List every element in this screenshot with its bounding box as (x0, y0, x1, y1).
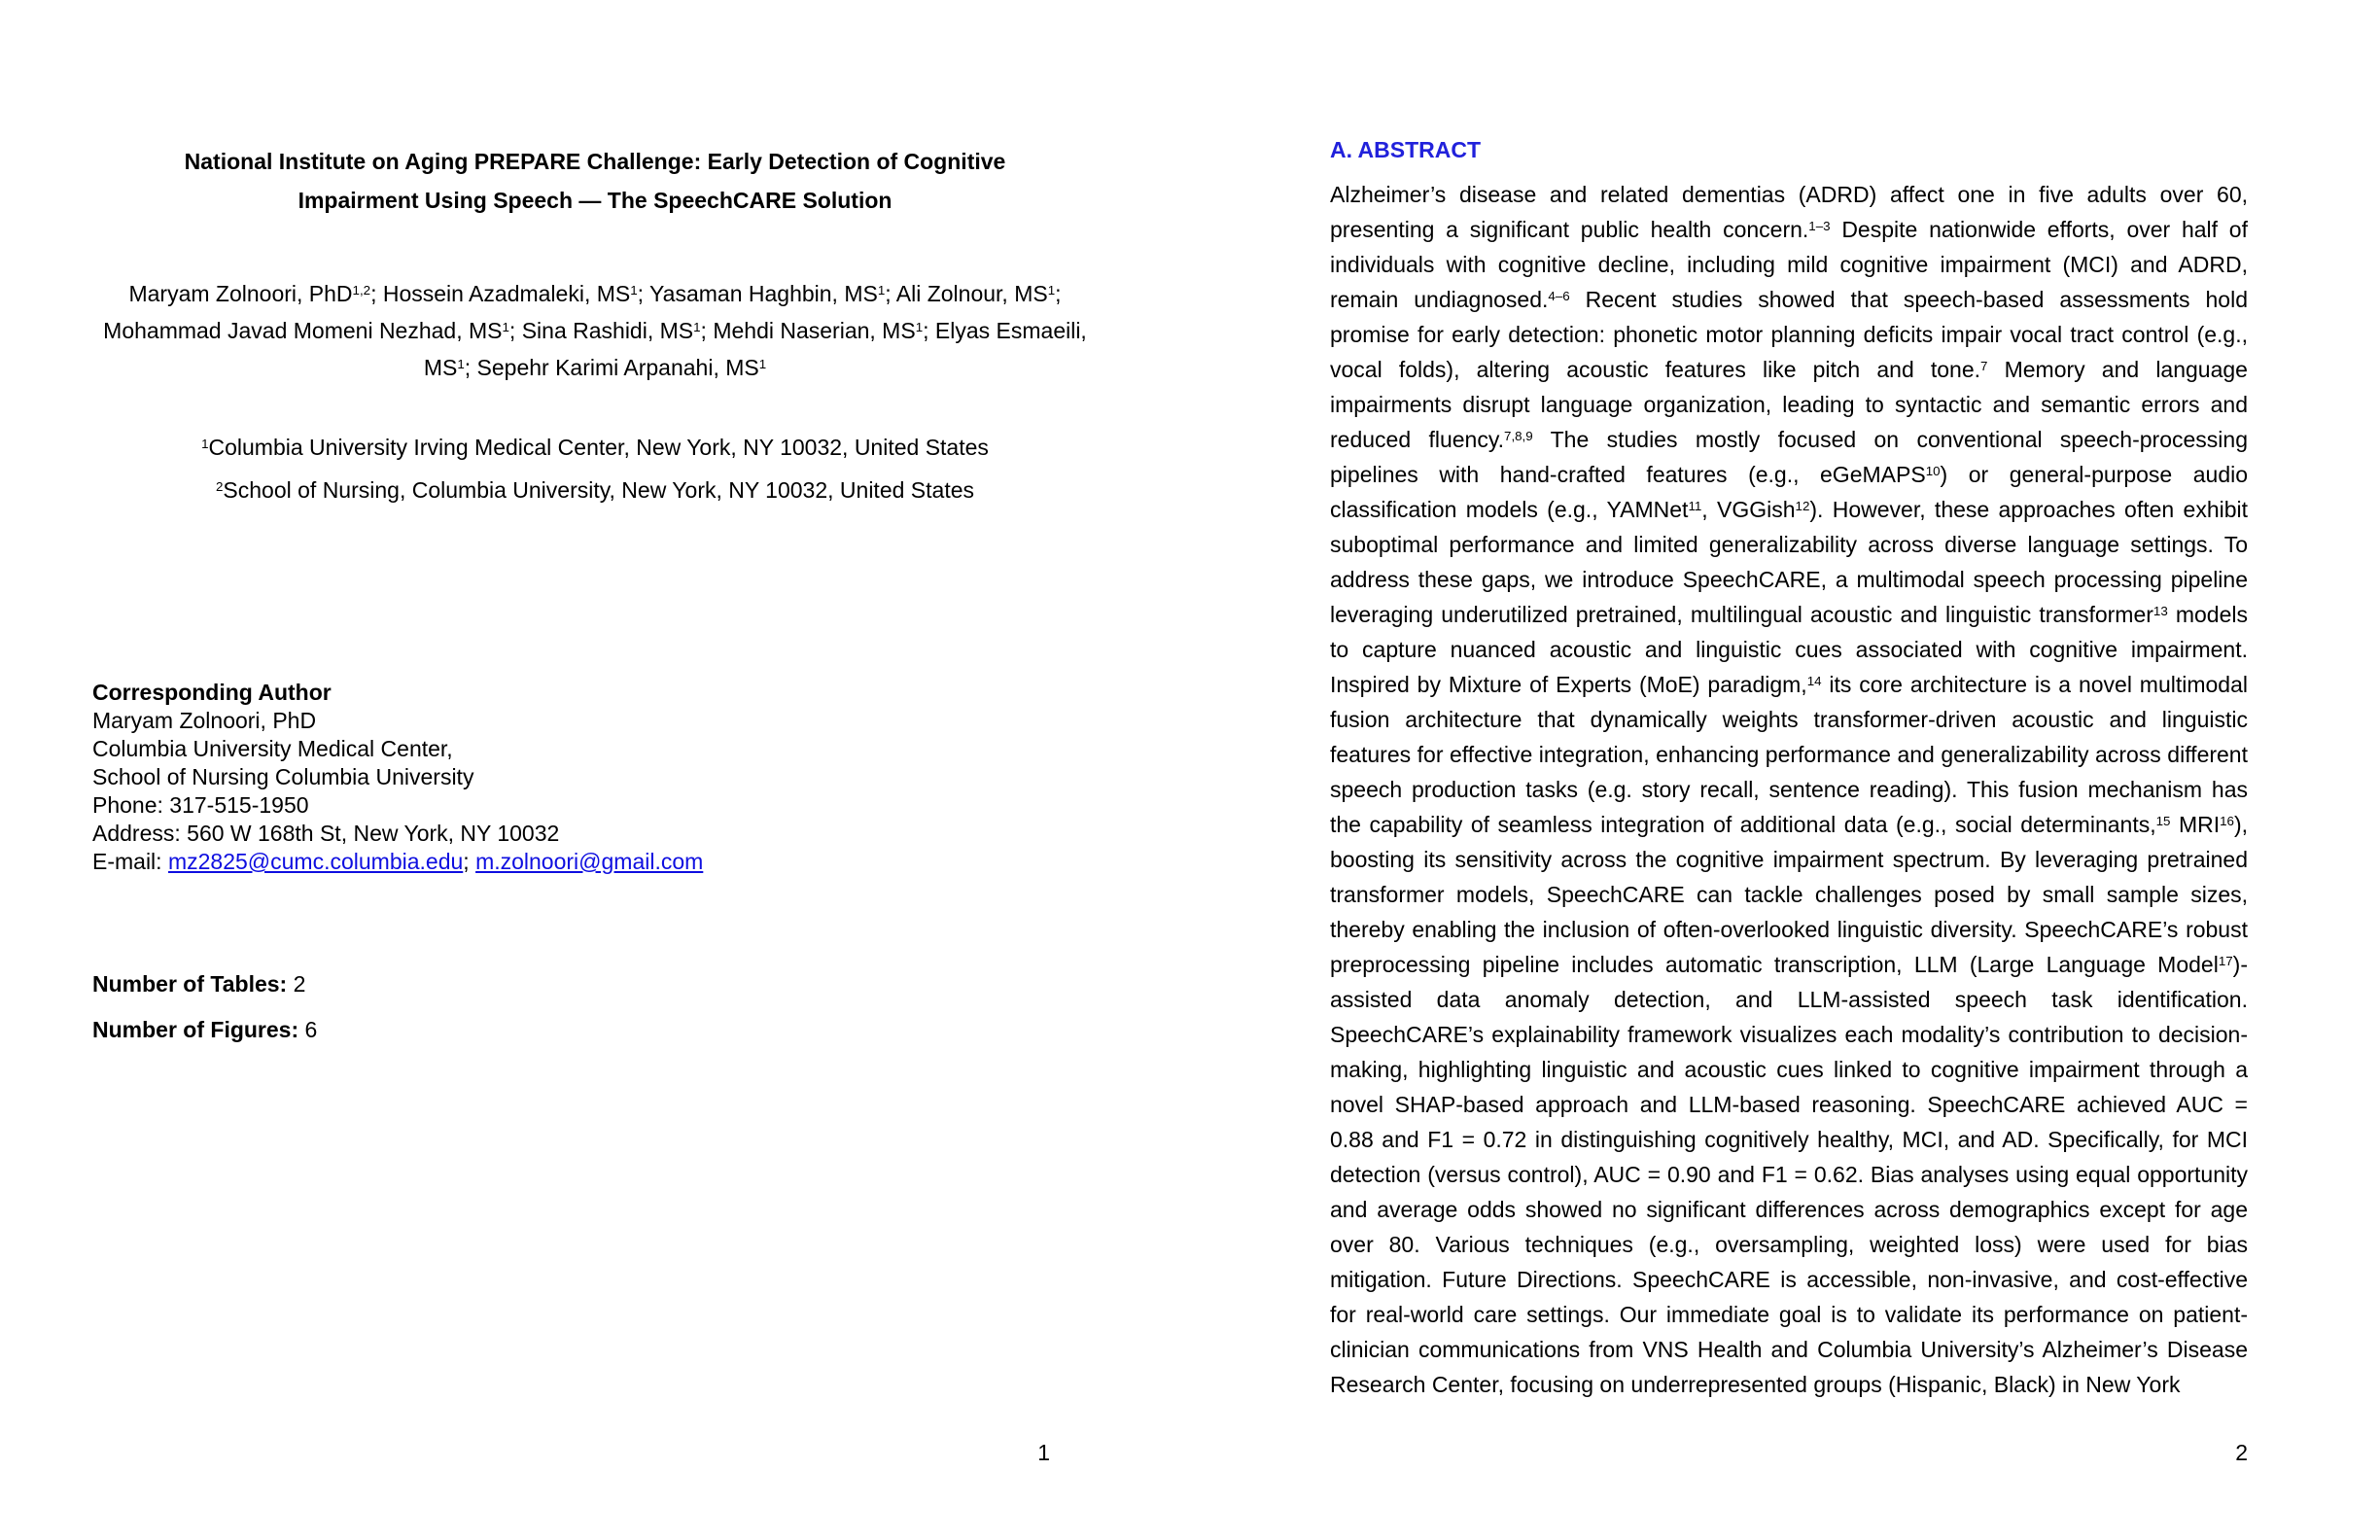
counts-block (92, 972, 1065, 1041)
corresponding-author-address: Address: 560 W 168th St, New York, NY 10032 (92, 821, 560, 846)
number-of-tables-value: 2 (293, 971, 306, 997)
page-number-2: 2 (2235, 1440, 2248, 1465)
page-number-1: 1 (1037, 1440, 1050, 1465)
number-of-figures-label: Number of Figures: (92, 1017, 299, 1042)
abstract-heading: A. ABSTRACT (1330, 137, 1482, 162)
corresponding-author-block (92, 679, 1065, 876)
corresponding-author-heading: Corresponding Author (92, 680, 332, 705)
corresponding-author-org1: Columbia University Medical Center, (92, 736, 453, 761)
email-link-primary[interactable]: mz2825@cumc.columbia.edu (167, 849, 464, 874)
email-label: E-mail: (92, 849, 162, 874)
number-of-figures-value: 6 (304, 1017, 318, 1042)
abstract-paragraph: Alzheimer’s disease and related dementias (ADRD) affect one in five adults over 60, presenting a significant public health concern.$^{1-3}$ Despite nationwide efforts, over half of individuals with cognitive decline, including mild cognitive impairment (MCI) and ADRD, remain undiagnosed.$^{4-6}$ Recent studies showed that speech-based assessments hold promise for early detection: phonetic motor planning deficits impair vocal tract control (e.g., vocal folds), altering acoustic features like pitch and tone.$^7$ Memory and language impairments disrupt language organization, leading to syntactic and semantic errors and reduced fluency.$^{7,8,9}$ The studies mostly focused on conventional speech-processing pipelines with hand-crafted features (e.g., eGeMAPS$^{10}$) or general-purpose audio classification models (e.g., YAMNet$^{11}$, VGGish$^{12}$). However, these approaches often exhibit suboptimal performance and limited generalizability across diverse language settings. To address these gaps, we introduce SpeechCARE, a multimodal speech processing pipeline leveraging underutilized pretrained, multilingual acoustic and linguistic transformer$^{13}$ models to capture nuanced acoustic and linguistic cues associated with cognitive impairment. Inspired by Mixture of Experts (MoE) paradigm,$^{14}$ its core architecture is a novel multimodal fusion architecture that dynamically weights transformer-driven acoustic and linguistic features for effective integration, enhancing performance and generalizability across different speech production tasks (e.g. story recall, sentence reading). This fusion mechanism has the capability of seamless integration of additional data (e.g., social determinants,$^{15}$ MRI$^{16}$), boosting its sensitivity across the cognitive impairment spectrum. By leveraging pretrained transformer models, SpeechCARE can tackle challenges posed by small sample sizes, thereby enabling the inclusion of often-overlooked linguistic diversity. SpeechCARE’s robust preprocessing pipeline includes automatic transcription, LLM (Large Language Model$^{17}$)-assisted data anomaly detection, and LLM-assisted speech task identification. SpeechCARE’s explainability framework visualizes each modality’s contribution to decision-making, highlighting linguistic and acoustic cues linked to cognitive impairment through a novel SHAP-based approach and LLM-based reasoning. SpeechCARE achieved AUC = 0.88 and F1 = 0.72 in distinguishing cognitively healthy, MCI, and AD. Specifically, for MCI detection (versus control), AUC = 0.90 and F1 = 0.62. Bias analyses using equal opportunity and average odds showed no significant differences across demographics except for age over 80. Various techniques (e.g., oversampling, weighted loss) were used for bias mitigation. Future Directions. SpeechCARE is accessible, non-invasive, and cost-effective for real-world care settings. Our immediate goal is to validate its performance on patient-clinician communications from VNS Health and Columbia University’s Alzheimer’s Disease Research Center, focusing on underrepresented groups (Hispanic, Black) in New York (1330, 182, 2249, 1397)
number-of-tables-label: Number of Tables: (92, 971, 288, 997)
affiliation-block (92, 426, 1098, 511)
corresponding-author-org2: School of Nursing Columbia University (92, 764, 474, 789)
paper-title: National Institute on Aging PREPARE Challenge: Early Detection of Cognitive Impairment Using Speech — The SpeechCARE Solution (184, 149, 1006, 213)
affiliation-2: $^2$School of Nursing, Columbia University, New York, NY 10032, United States (215, 477, 974, 503)
corresponding-author-name: Maryam Zolnoori, PhD (92, 708, 317, 733)
email-separator: ; (463, 849, 470, 874)
corresponding-author-phone: Phone: 317-515-1950 (92, 792, 309, 818)
number-of-tables-line (92, 972, 1065, 996)
affiliation-1: $^1$Columbia University Irving Medical Center, New York, NY 10032, United States (201, 435, 989, 460)
corresponding-author-email-line (92, 848, 1065, 876)
number-of-figures-line (92, 1018, 1065, 1041)
page-2 (1190, 0, 2380, 1540)
author-list: Maryam Zolnoori, PhD$^{1,2}$; Hossein Azadmaleki, $MS^1$; Yasaman Haghbin, $MS^1$; Ali Zolnour, $MS^1$; Mohammad Javad Momeni Nezhad, $MS^1$; Sina Rashidi, $MS^1$; Mehdi Naserian, $MS^1$; Elyas Esmaeili, $MS^1$; Sepehr Karimi Arpanahi, $MS^1$ (103, 281, 1087, 380)
email-link-secondary[interactable]: m.zolnoori@gmail.com (475, 849, 704, 874)
